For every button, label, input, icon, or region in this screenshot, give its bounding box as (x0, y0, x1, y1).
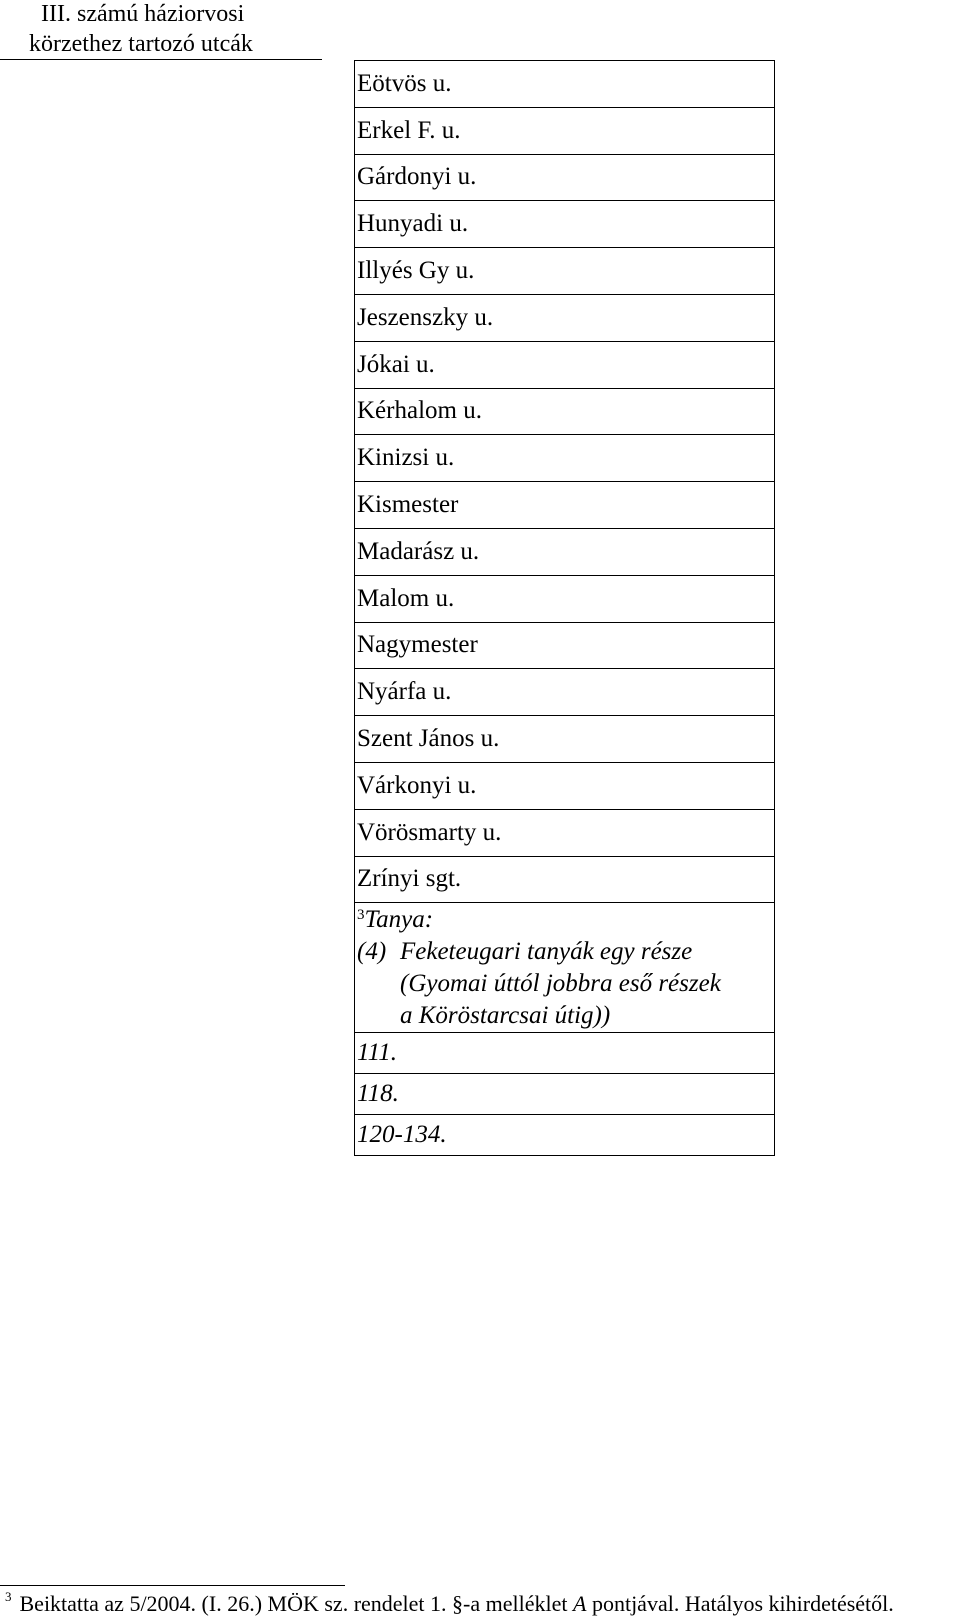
table-row (355, 107, 775, 154)
street-cell: Kismester (355, 482, 775, 529)
table-row (355, 435, 775, 482)
number-cell: 120-134. (355, 1115, 775, 1156)
table-row (355, 1115, 775, 1156)
tanya-label (357, 903, 774, 936)
street-cell: Madarász u. (355, 528, 775, 575)
street-cell: Vörösmarty u. (355, 809, 775, 856)
street-cell: Nyárfa u. (355, 669, 775, 716)
footnote-number: 3 (5, 1589, 12, 1604)
tanya-item (357, 936, 774, 1032)
street-cell: Szent János u. (355, 716, 775, 763)
street-cell: Eötvös u. (355, 61, 775, 108)
street-cell: Várkonyi u. (355, 762, 775, 809)
street-cell: Kinizsi u. (355, 435, 775, 482)
table-row (355, 154, 775, 201)
table-row (355, 248, 775, 295)
footnote-text-italic: A (573, 1591, 587, 1616)
street-cell: Erkel F. u. (355, 107, 775, 154)
table-row (355, 856, 775, 903)
footnote-text-after: pontjával. Hatályos kihirdetésétől. (586, 1591, 894, 1616)
tanya-label-text: Tanya: (364, 906, 434, 934)
number-cell: 118. (355, 1074, 775, 1115)
street-table (354, 60, 775, 1156)
tanya-row (355, 903, 775, 1033)
table-row (355, 762, 775, 809)
table-row (355, 388, 775, 435)
tanya-cell (355, 903, 775, 1033)
footnote-text-before: Beiktatta az 5/2004. (I. 26.) MÖK sz. rendelet 1. §-a melléklet (19, 1591, 573, 1616)
table-row (355, 341, 775, 388)
street-cell: Nagymester (355, 622, 775, 669)
footnote (5, 1590, 894, 1618)
street-cell: Zrínyi sgt. (355, 856, 775, 903)
street-cell: Jókai u. (355, 341, 775, 388)
table-row (355, 716, 775, 763)
table-row (355, 575, 775, 622)
street-cell: Jeszenszky u. (355, 294, 775, 341)
footnote-ref[interactable]: 3 (357, 907, 365, 924)
table-heading (0, 0, 322, 60)
table-row (355, 61, 775, 108)
table-row (355, 669, 775, 716)
table-row (355, 482, 775, 529)
heading-line-1: III. számú háziorvosi (41, 1, 245, 27)
table-row (355, 294, 775, 341)
heading-line-2: körzethez tartozó utcák (29, 31, 253, 57)
table-row (355, 809, 775, 856)
number-cell: 111. (355, 1033, 775, 1074)
table-row (355, 1074, 775, 1115)
tanya-item-marker: (4) (357, 938, 387, 966)
street-cell: Illyés Gy u. (355, 248, 775, 295)
table-row (355, 201, 775, 248)
table-row (355, 1033, 775, 1074)
street-cell: Malom u. (355, 575, 775, 622)
street-cell: Kérhalom u. (355, 388, 775, 435)
table-row (355, 528, 775, 575)
table-row (355, 622, 775, 669)
footnote-divider (0, 1585, 345, 1586)
tanya-item-text: Feketeugari tanyák egy része (Gyomai úttól jobbra eső részek a Köröstarcsai útig)) (400, 938, 721, 1030)
street-cell: Gárdonyi u. (355, 154, 775, 201)
street-cell: Hunyadi u. (355, 201, 775, 248)
